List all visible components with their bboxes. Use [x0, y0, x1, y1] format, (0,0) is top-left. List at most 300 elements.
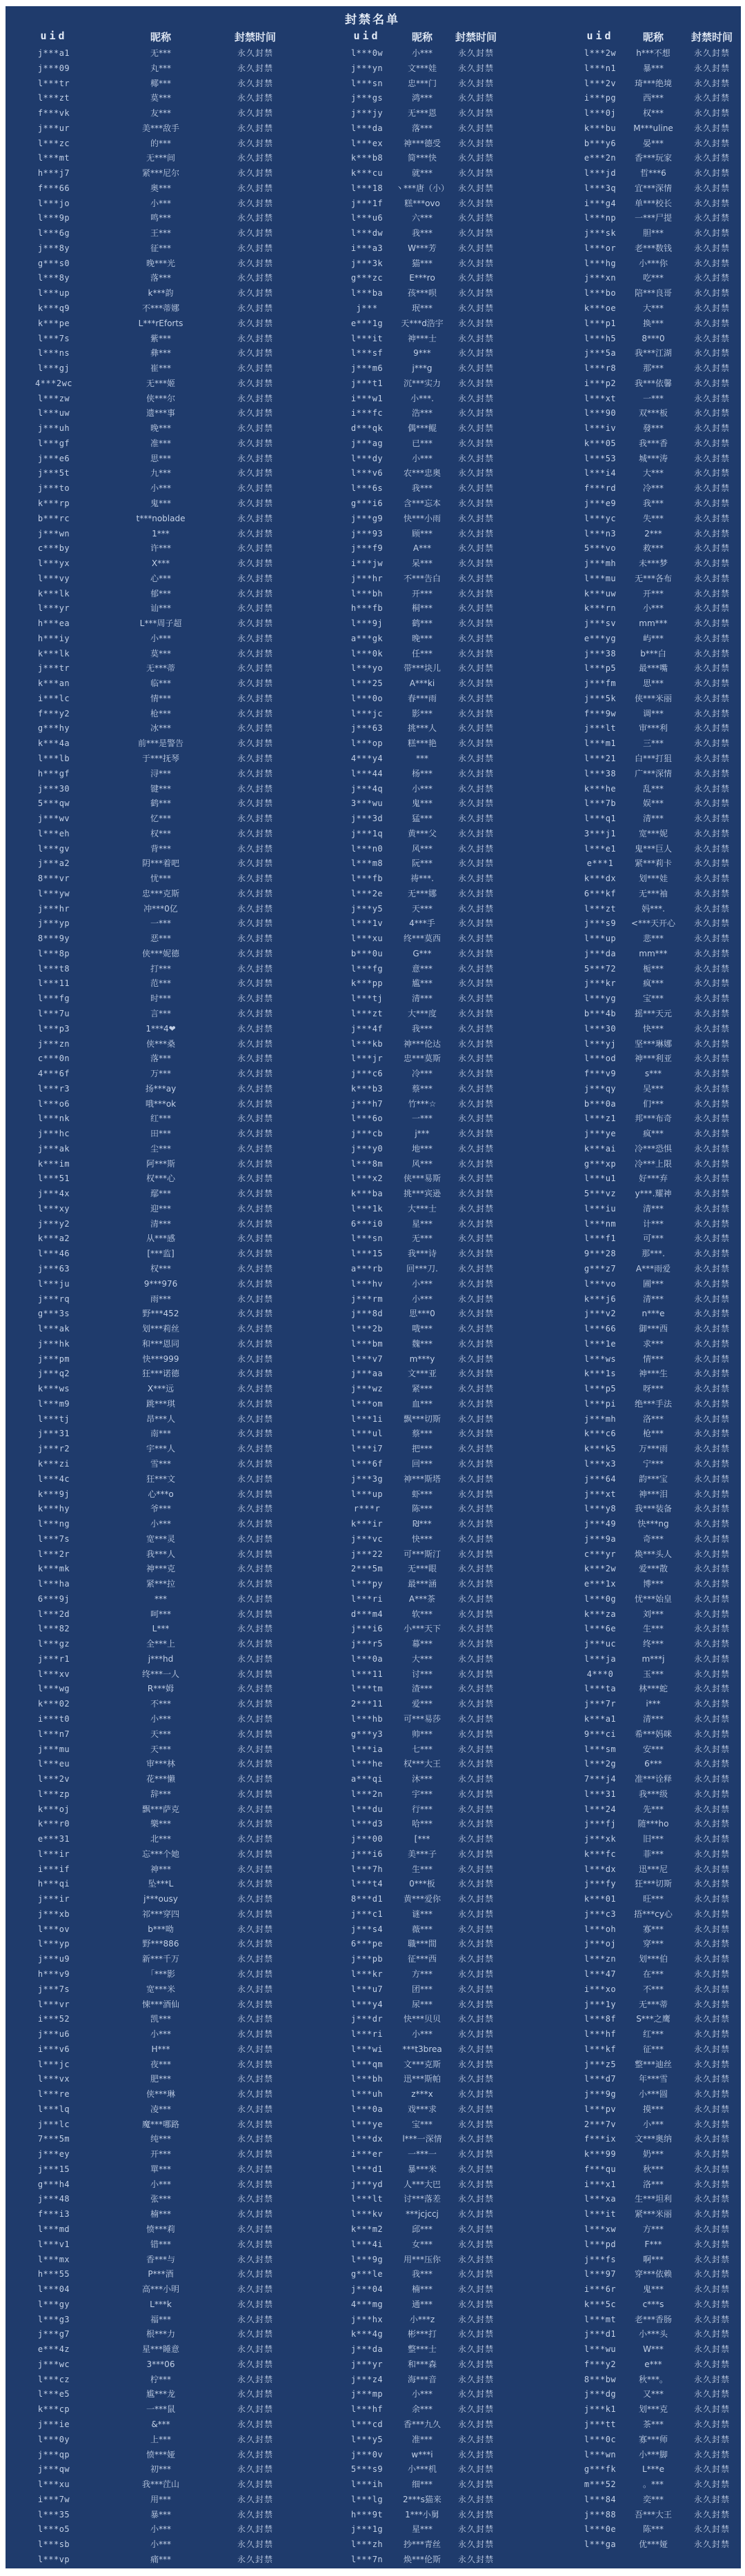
- table-row: [0, 2417, 297, 2433]
- ban-time-cell: 永久封禁: [237, 2149, 273, 2160]
- table-row: [552, 1907, 745, 1922]
- nickname-cell: 无***娜: [407, 888, 437, 898]
- nickname-cell: 友***: [150, 108, 171, 119]
- nickname-cell: 3***06: [146, 2359, 175, 2369]
- nickname-cell: 无***: [411, 1234, 433, 1244]
- uid-cell: k***he: [584, 783, 617, 794]
- uid-cell: l***wg: [37, 1684, 70, 1694]
- ban-time-cell: 永久封禁: [457, 2539, 494, 2550]
- nickname-cell: &***: [151, 2419, 170, 2429]
- nickname-cell: 枪***: [642, 1429, 664, 1439]
- nickname-cell: 哦***ok: [145, 1098, 177, 1109]
- uid-cell: l***z1: [584, 1114, 617, 1124]
- uid-cell: l***om: [350, 1398, 384, 1409]
- uid-cell: g***3s: [37, 1309, 70, 1319]
- uid-cell: l***ov: [37, 1924, 70, 1934]
- nickname-cell: 红***: [150, 1114, 171, 1124]
- nickname-cell: 黄***父: [407, 828, 437, 838]
- ban-time-cell: 永久封禁: [693, 1894, 730, 1904]
- ban-time-cell: 永久封禁: [237, 1489, 273, 1499]
- table-row: [0, 1412, 297, 1427]
- table-row: [552, 2493, 745, 2508]
- ban-time-cell: 永久封禁: [693, 1083, 730, 1094]
- uid-cell: l***lq: [37, 2104, 70, 2114]
- table-row: [0, 332, 297, 347]
- uid-cell: 4***6f: [37, 1069, 70, 1079]
- table-row: [0, 1337, 297, 1352]
- table-row: [0, 1067, 297, 1082]
- ban-time-cell: 永久封禁: [237, 213, 273, 223]
- table-row: [552, 1171, 745, 1187]
- nickname-cell: 莫***: [150, 93, 171, 103]
- table-row: [552, 1697, 745, 1712]
- nickname-cell: 啊***: [642, 2254, 664, 2264]
- uid-cell: j***pm: [37, 1354, 70, 1364]
- uid-cell: l***0y: [37, 2434, 70, 2444]
- ban-time-cell: 永久封禁: [693, 1324, 730, 1334]
- nickname-cell: 魔***哪路: [141, 2119, 179, 2129]
- nickname-cell: 星***: [411, 1218, 433, 1229]
- uid-cell: l***gz: [37, 1639, 70, 1649]
- ban-time-cell: 永久封禁: [693, 1054, 730, 1064]
- ban-time-cell: 永久封禁: [237, 1593, 273, 1604]
- uid-cell: 4***mg: [350, 2299, 384, 2309]
- uid-cell: i***a3: [350, 243, 384, 253]
- table-row: [317, 1412, 502, 1427]
- table-row: [0, 2522, 297, 2537]
- ban-time-cell: 永久封禁: [457, 1729, 494, 1739]
- table-row: [0, 587, 297, 602]
- uid-cell: j***fy: [584, 1879, 617, 1889]
- uid-cell: j***da: [350, 2344, 384, 2355]
- nickname-cell: 小***: [411, 2029, 433, 2040]
- table-row: [552, 392, 745, 407]
- ban-time-cell: 永久封禁: [237, 1309, 273, 1319]
- uid-cell: h***ea: [37, 618, 70, 629]
- ban-time-cell: 永久封禁: [237, 1879, 273, 1889]
- uid-cell: l***44: [350, 768, 384, 778]
- table-row: [0, 1097, 297, 1112]
- nickname-cell: H***: [151, 2044, 170, 2054]
- uid-cell: g***le: [350, 2269, 384, 2280]
- table-row: [552, 1757, 745, 1772]
- uid-cell: l***2g: [584, 1759, 617, 1769]
- table-row: [317, 707, 502, 722]
- uid-cell: l***7h: [350, 1864, 384, 1874]
- table-row: [552, 2087, 745, 2102]
- ban-time-cell: 永久封禁: [693, 633, 730, 643]
- uid-cell: l***vy: [37, 573, 70, 583]
- nickname-cell: 大***度: [407, 1009, 437, 1018]
- ban-time-cell: 永久封禁: [237, 1429, 273, 1439]
- table-row: [317, 1352, 502, 1367]
- table-row: [317, 151, 502, 166]
- ban-time-cell: 永久封禁: [457, 1564, 494, 1574]
- uid-cell: i***6r: [584, 2284, 617, 2295]
- nickname-cell: 情***: [150, 693, 171, 703]
- ban-time-cell: 永久封禁: [237, 828, 273, 838]
- table-row: [552, 1832, 745, 1847]
- table-row: [552, 1292, 745, 1307]
- uid-cell: l***mt: [584, 2314, 617, 2324]
- table-row: [552, 842, 745, 857]
- nickname-cell: 神***伦达: [403, 1038, 441, 1049]
- nickname-cell: 权***: [150, 828, 171, 838]
- nickname-cell: 忧***: [150, 874, 171, 884]
- ban-time-cell: 永久封禁: [457, 918, 494, 929]
- ban-time-cell: 永久封禁: [237, 2524, 273, 2535]
- table-row: [0, 166, 297, 181]
- table-row: [317, 376, 502, 392]
- nickname-cell: 北***: [150, 1834, 171, 1844]
- uid-cell: h***iy: [37, 633, 70, 643]
- nickname-cell: 软***: [411, 1609, 433, 1619]
- uid-cell: j***y5: [350, 903, 384, 914]
- ban-time-cell: 永久封禁: [237, 273, 273, 283]
- uid-cell: a***qi: [350, 1774, 384, 1784]
- ban-time-cell: 永久封禁: [457, 2149, 494, 2160]
- ban-time-cell: 永久封禁: [693, 198, 730, 208]
- uid-cell: f***y2: [37, 708, 70, 718]
- nickname-cell: 团***: [411, 1984, 433, 1994]
- uid-cell: l***ye: [350, 2119, 384, 2129]
- nickname-cell: 绝***手法: [634, 1398, 672, 1409]
- ban-time-cell: 永久封禁: [693, 1009, 730, 1018]
- uid-cell: b***4b: [584, 1009, 617, 1018]
- ban-time-cell: 永久封禁: [457, 318, 494, 328]
- uid-cell: l***8f: [584, 2014, 617, 2024]
- uid-cell: k***m2: [350, 2224, 384, 2235]
- uid-cell: l***xt: [584, 393, 617, 403]
- table-row: [552, 2462, 745, 2477]
- ban-time-cell: 永久封禁: [457, 1083, 494, 1094]
- ban-time-cell: 永久封禁: [457, 1653, 494, 1664]
- nickname-cell: 小***: [150, 1519, 171, 1529]
- uid-cell: l***x3: [584, 1458, 617, 1469]
- nickname-cell: 晏***: [642, 138, 664, 148]
- uid-cell: l***0k: [350, 648, 384, 658]
- uid-cell: m***52: [584, 2479, 617, 2490]
- uid-cell: l***py: [350, 1579, 384, 1589]
- uid-cell: l***ns: [37, 348, 70, 359]
- column-header-ban-time: 封禁时间: [691, 31, 733, 43]
- table-row: [317, 1322, 502, 1337]
- table-body: [552, 46, 745, 2553]
- nickname-cell: M***uline: [633, 123, 673, 133]
- uid-cell: l***0j: [584, 108, 617, 119]
- table-row: [317, 1787, 502, 1802]
- table-row: [0, 1007, 297, 1022]
- table-row: [317, 2117, 502, 2133]
- ban-time-cell: 永久封禁: [693, 2374, 730, 2384]
- uid-cell: 5***qw: [37, 798, 70, 809]
- table-row: [317, 77, 502, 92]
- table-row: [552, 1982, 745, 1998]
- ban-time-cell: 永久封禁: [457, 123, 494, 133]
- nickname-cell: 痛***: [150, 2554, 171, 2564]
- nickname-cell: 准***: [150, 438, 171, 448]
- ban-time-cell: 永久封禁: [693, 1338, 730, 1349]
- nickname-cell: 从***感: [146, 1234, 175, 1244]
- table-row: [552, 916, 745, 932]
- table-row: [552, 512, 745, 527]
- nickname-cell: 快***: [642, 1023, 664, 1034]
- nickname-cell: 。***: [642, 2479, 664, 2490]
- ban-time-cell: 永久封禁: [693, 2179, 730, 2189]
- table-row: [552, 887, 745, 902]
- nickname-cell: 于***抚琴: [141, 753, 179, 763]
- ban-time-cell: 永久封禁: [237, 2329, 273, 2339]
- uid-cell: j***s4: [350, 1924, 384, 1934]
- nickname-cell: 广***深情: [634, 768, 672, 778]
- ban-time-cell: 永久封禁: [237, 874, 273, 884]
- uid-cell: h***fb: [350, 603, 384, 614]
- nickname-cell: 老***数钱: [634, 243, 672, 253]
- table-row: [552, 1217, 745, 1232]
- ban-time-cell: 永久封禁: [237, 2539, 273, 2550]
- table-row: [317, 1037, 502, 1052]
- uid-cell: i***lc: [37, 693, 70, 703]
- table-row: [317, 587, 502, 602]
- table-row: [552, 1502, 745, 1517]
- table-row: [0, 1772, 297, 1787]
- ban-time-cell: 永久封禁: [457, 168, 494, 179]
- nickname-cell: 杨***: [411, 768, 433, 778]
- uid-cell: a***rb: [350, 1264, 384, 1274]
- uid-cell: 6***i0: [350, 1218, 384, 1229]
- nickname-cell: 思***: [642, 678, 664, 689]
- uid-cell: l***y4: [350, 1999, 384, 2009]
- uid-cell: l***ak: [37, 1324, 70, 1334]
- uid-cell: j***c3: [584, 1909, 617, 1919]
- uid-cell: j***31: [37, 1429, 70, 1439]
- column-header-nickname: 昵称: [411, 31, 433, 43]
- uid-cell: l***ng: [37, 1519, 70, 1529]
- table-row: [0, 1217, 297, 1232]
- nickname-cell: 小***天下: [403, 1624, 441, 1634]
- uid-cell: l***ju: [37, 1278, 70, 1289]
- ban-time-cell: 永久封禁: [457, 513, 494, 523]
- uid-cell: l***xa: [584, 2194, 617, 2204]
- nickname-cell: 吾***大王: [634, 2509, 672, 2519]
- nickname-cell: 宇***人: [146, 1444, 175, 1454]
- table-row: [552, 2267, 745, 2282]
- table-row: [552, 1802, 745, 1818]
- ban-time-cell: 永久封禁: [457, 2089, 494, 2100]
- nickname-cell: 年***雪: [638, 2074, 668, 2084]
- uid-cell: j***00: [350, 1834, 384, 1844]
- uid-cell: j***y0: [350, 1143, 384, 1154]
- table-row: [0, 2102, 297, 2117]
- uid-cell: i***w1: [350, 393, 384, 403]
- nickname-cell: 爷***: [150, 1504, 171, 1514]
- ban-time-cell: 永久封禁: [237, 2509, 273, 2519]
- table-row: [317, 436, 502, 452]
- uid-cell: j***cb: [350, 1129, 384, 1139]
- uid-cell: j***hx: [350, 2314, 384, 2324]
- nickname-cell: 和***森: [407, 2359, 437, 2369]
- ban-time-cell: 永久封禁: [457, 1294, 494, 1304]
- nickname-cell: 林***蛇: [638, 1684, 668, 1694]
- table-row: [317, 692, 502, 707]
- table-row: [317, 1442, 502, 1457]
- table-row: [317, 2342, 502, 2357]
- table-row: [552, 752, 745, 767]
- nickname-cell: 抄***青丝: [403, 2539, 441, 2550]
- nickname-cell: 椰***: [150, 78, 171, 88]
- table-row: [317, 601, 502, 616]
- table-row: [552, 1712, 745, 1727]
- uid-cell: l***bm: [350, 1338, 384, 1349]
- uid-cell: j***3k: [350, 258, 384, 268]
- table-row: [0, 812, 297, 827]
- nickname-cell: m***y: [409, 1354, 435, 1364]
- table-row: [317, 1907, 502, 1922]
- ban-time-cell: 永久封禁: [237, 903, 273, 914]
- nickname-cell: 天***d浩宇: [401, 318, 444, 328]
- nickname-cell: 我***装备: [634, 1504, 672, 1514]
- table-row: [317, 2027, 502, 2042]
- uid-cell: l***yr: [37, 603, 70, 614]
- nickname-cell: S***之鹰: [636, 2014, 670, 2024]
- nickname-cell: 小***: [150, 2179, 171, 2189]
- ban-time-cell: 永久封禁: [237, 1744, 273, 1754]
- uid-cell: l***ta: [584, 1684, 617, 1694]
- ban-time-cell: 永久封禁: [237, 303, 273, 314]
- ban-time-cell: 永久封禁: [693, 2539, 730, 2550]
- nickname-cell: 呆***: [411, 559, 433, 569]
- ban-time-cell: 永久封禁: [693, 843, 730, 854]
- column-header-nickname: 昵称: [642, 31, 664, 43]
- ban-time-cell: 永久封禁: [237, 2209, 273, 2220]
- nickname-cell: 一***: [150, 918, 171, 929]
- uid-cell: j***q2: [37, 1369, 70, 1379]
- ban-time-cell: 永久封禁: [237, 2194, 273, 2204]
- ban-time-cell: 永久封禁: [693, 603, 730, 614]
- ban-time-cell: 永久封禁: [237, 2224, 273, 2235]
- table-row: [0, 572, 297, 587]
- ban-time-cell: 永久封禁: [457, 1909, 494, 1919]
- uid-cell: j***ir: [37, 1894, 70, 1904]
- uid-cell: j***mu: [37, 1744, 70, 1754]
- ban-time-cell: 永久封禁: [693, 2029, 730, 2040]
- table-row: [317, 1577, 502, 1592]
- table-row: [0, 1802, 297, 1818]
- ban-time-cell: 永久封禁: [457, 2044, 494, 2054]
- nickname-cell: 博***: [642, 1579, 664, 1589]
- table-row: [552, 1607, 745, 1622]
- nickname-cell: 鸣***: [150, 213, 171, 223]
- nickname-cell: 彬***打: [407, 2329, 437, 2339]
- nickname-cell: l***一深情: [402, 2134, 442, 2144]
- table-row: [0, 1652, 297, 1667]
- uid-cell: j***7r: [584, 1699, 617, 1709]
- uid-cell: l***9j: [350, 618, 384, 629]
- nickname-cell: 安***: [642, 1744, 664, 1754]
- ban-time-cell: 永久封禁: [457, 1413, 494, 1424]
- table-row: [317, 1757, 502, 1772]
- nickname-cell: L***周子超: [139, 618, 182, 629]
- nickname-cell: 小***.: [410, 393, 434, 403]
- uid-cell: j***r2: [37, 1444, 70, 1454]
- ban-time-cell: 永久封禁: [237, 1729, 273, 1739]
- uid-cell: l***38: [584, 768, 617, 778]
- ban-time-cell: 永久封禁: [237, 528, 273, 539]
- uid-cell: 9***28: [584, 1249, 617, 1259]
- table-row: [0, 2327, 297, 2342]
- ban-time-cell: 永久封禁: [457, 1129, 494, 1139]
- nickname-cell: j***: [415, 1129, 430, 1139]
- uid-cell: l***vr: [37, 1999, 70, 2009]
- table-row: [0, 466, 297, 481]
- table-row: [552, 1998, 745, 2013]
- ban-time-cell: 永久封禁: [237, 1023, 273, 1034]
- table-row: [0, 1397, 297, 1412]
- nickname-cell: A***茶: [408, 1593, 436, 1604]
- nickname-cell: 清***: [150, 1218, 171, 1229]
- ban-time-cell: 永久封禁: [457, 603, 494, 614]
- uid-cell: i***v6: [37, 2044, 70, 2054]
- uid-cell: l***sn: [350, 1234, 384, 1244]
- nickname-cell: 讪***: [150, 603, 171, 614]
- nickname-cell: 田***: [150, 1129, 171, 1139]
- nickname-cell: 栀***: [642, 963, 664, 974]
- nickname-cell: 文***奥纳: [634, 2134, 672, 2144]
- table-row: [317, 1202, 502, 1217]
- ban-time-cell: 永久封禁: [457, 1819, 494, 1829]
- ban-time-cell: 永久封禁: [237, 1669, 273, 1679]
- nickname-cell: 祷***.: [410, 874, 434, 884]
- uid-cell: l***sf: [350, 348, 384, 359]
- nickname-cell: 帅***: [411, 1729, 433, 1739]
- nickname-cell: 哲***6: [640, 168, 666, 179]
- uid-cell: j***vc: [350, 1533, 384, 1544]
- uid-cell: l***uw: [37, 408, 70, 419]
- nickname-cell: 神***泪: [638, 1489, 668, 1499]
- table-row: [317, 1622, 502, 1637]
- nickname-cell: 宜***深情: [634, 183, 672, 193]
- ban-time-cell: 永久封禁: [693, 678, 730, 689]
- uid-cell: j***i6: [350, 1624, 384, 1634]
- ban-time-cell: 永久封禁: [693, 2314, 730, 2324]
- uid-cell: i***g4: [584, 198, 617, 208]
- ban-time-cell: 永久封禁: [457, 1699, 494, 1709]
- uid-cell: l***1i: [350, 1413, 384, 1424]
- ban-time-cell: 永久封禁: [237, 1984, 273, 1994]
- table-row: [0, 842, 297, 857]
- nickname-cell: 2***: [644, 528, 662, 539]
- nickname-cell: 无***: [150, 48, 171, 58]
- uid-cell: l***da: [350, 123, 384, 133]
- table-row: [0, 601, 297, 616]
- ban-time-cell: 永久封禁: [237, 243, 273, 253]
- uid-cell: 8***vr: [37, 874, 70, 884]
- nickname-cell: 小***: [150, 198, 171, 208]
- nickname-cell: 旧***: [642, 1834, 664, 1844]
- ban-time-cell: 永久封禁: [237, 1653, 273, 1664]
- uid-cell: l***6s: [350, 483, 384, 494]
- table-row: [0, 1171, 297, 1187]
- table-row: [317, 2102, 502, 2117]
- ban-time-cell: 永久封禁: [237, 1819, 273, 1829]
- nickname-cell: k***韵: [148, 288, 174, 299]
- uid-cell: k***hy: [37, 1504, 70, 1514]
- nickname-cell: 计***: [642, 1218, 664, 1229]
- table-row: [0, 1577, 297, 1592]
- uid-cell: j***aa: [350, 1369, 384, 1379]
- ban-time-cell: 永久封禁: [693, 1864, 730, 1874]
- ban-time-cell: 永久封禁: [693, 2434, 730, 2444]
